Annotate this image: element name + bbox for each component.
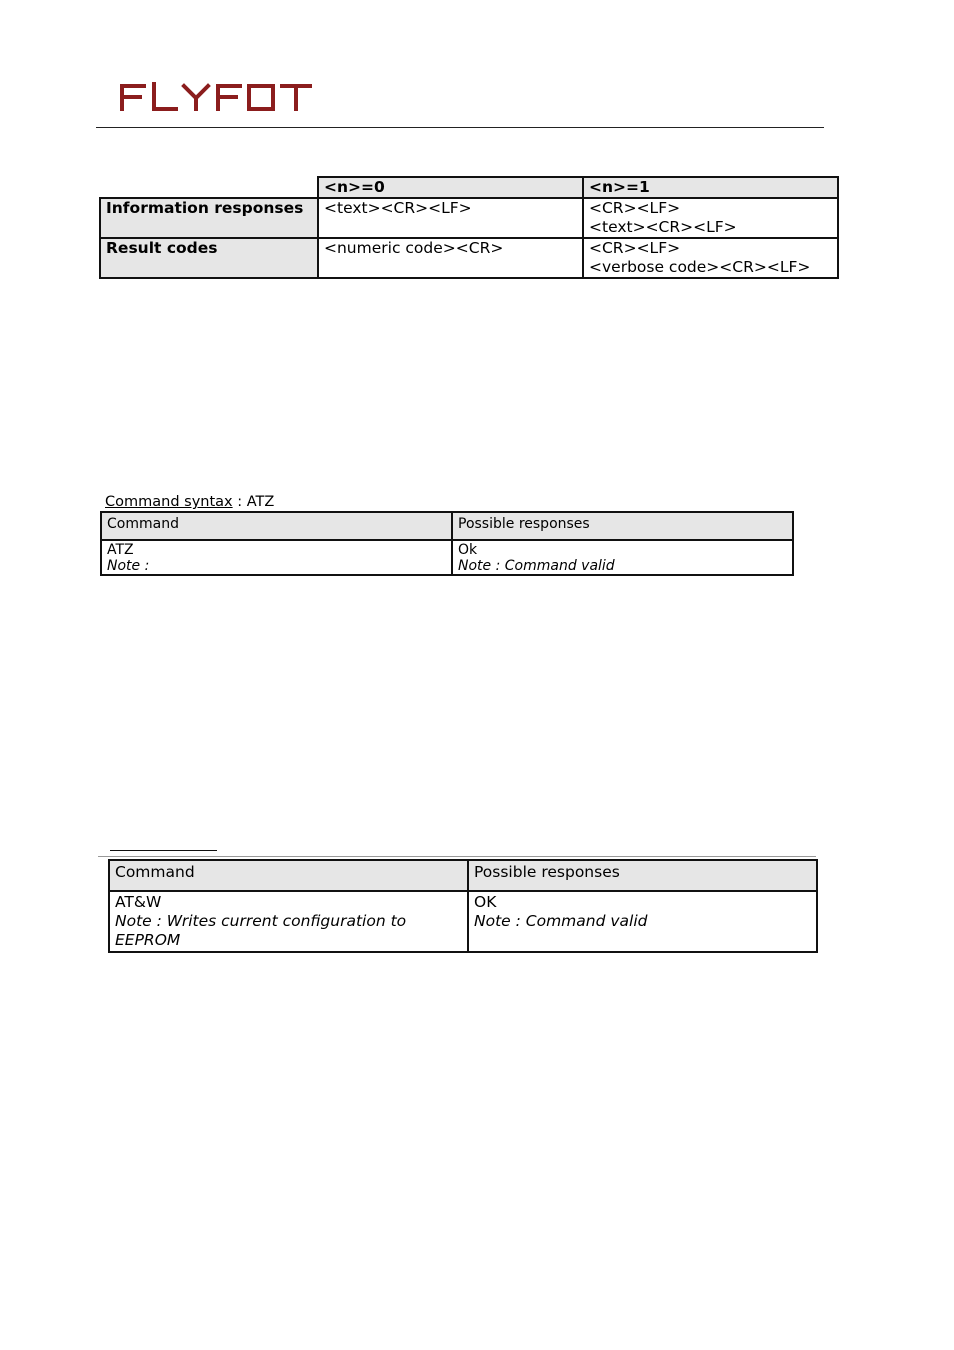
table-row	[101, 540, 793, 575]
response-format-table	[99, 176, 839, 279]
cell-response	[468, 891, 817, 952]
cell-information-n0	[318, 198, 583, 238]
column-header-n0: <n>=0	[318, 177, 583, 198]
cell-command	[101, 540, 452, 575]
response-note: Note : Command valid	[458, 558, 615, 574]
command-syntax-line	[105, 493, 274, 511]
atz-command-table	[100, 511, 794, 576]
command-note-line: Note : Writes current configuration to	[115, 912, 407, 930]
cell-command	[109, 891, 468, 952]
row-label-result-codes: Result codes	[100, 238, 318, 278]
brand-logo	[118, 80, 314, 114]
table-top-rule	[98, 856, 816, 857]
column-header-n1: <n>=1	[583, 177, 838, 198]
cell-information-n1	[583, 198, 838, 238]
command-syntax-separator: :	[232, 494, 247, 510]
table-row	[109, 891, 817, 952]
command-text: ATZ	[107, 542, 134, 558]
atw-command-table	[108, 859, 818, 953]
response-text: OK	[474, 893, 497, 911]
cell-line: <text><CR><LF>	[589, 218, 737, 236]
cell-result-n1	[583, 238, 838, 278]
table-row	[100, 238, 838, 278]
cell-line: <text><CR><LF>	[324, 199, 472, 217]
cell-line: <CR><LF>	[589, 199, 681, 217]
row-label-information-responses: Information responses	[100, 198, 318, 238]
command-syntax-value: ATZ	[246, 494, 275, 510]
column-header-responses: Possible responses	[452, 512, 793, 540]
section-underline	[110, 850, 217, 851]
column-header-command: Command	[101, 512, 452, 540]
cell-line: <CR><LF>	[589, 239, 681, 257]
cell-result-n0	[318, 238, 583, 278]
command-syntax-label: Command syntax	[105, 494, 233, 510]
command-text: AT&W	[115, 893, 162, 911]
table-corner-blank	[100, 177, 318, 198]
table-row	[100, 198, 838, 238]
cell-line: <numeric code><CR>	[324, 239, 504, 257]
cell-line: <verbose code><CR><LF>	[589, 258, 811, 276]
column-header-responses: Possible responses	[468, 860, 817, 891]
column-header-command: Command	[109, 860, 468, 891]
command-note: Note :	[107, 558, 150, 574]
response-text: Ok	[458, 542, 478, 558]
response-note: Note : Command valid	[474, 912, 648, 930]
header-divider	[96, 127, 824, 128]
cell-response	[452, 540, 793, 575]
command-note-line: EEPROM	[115, 931, 181, 949]
